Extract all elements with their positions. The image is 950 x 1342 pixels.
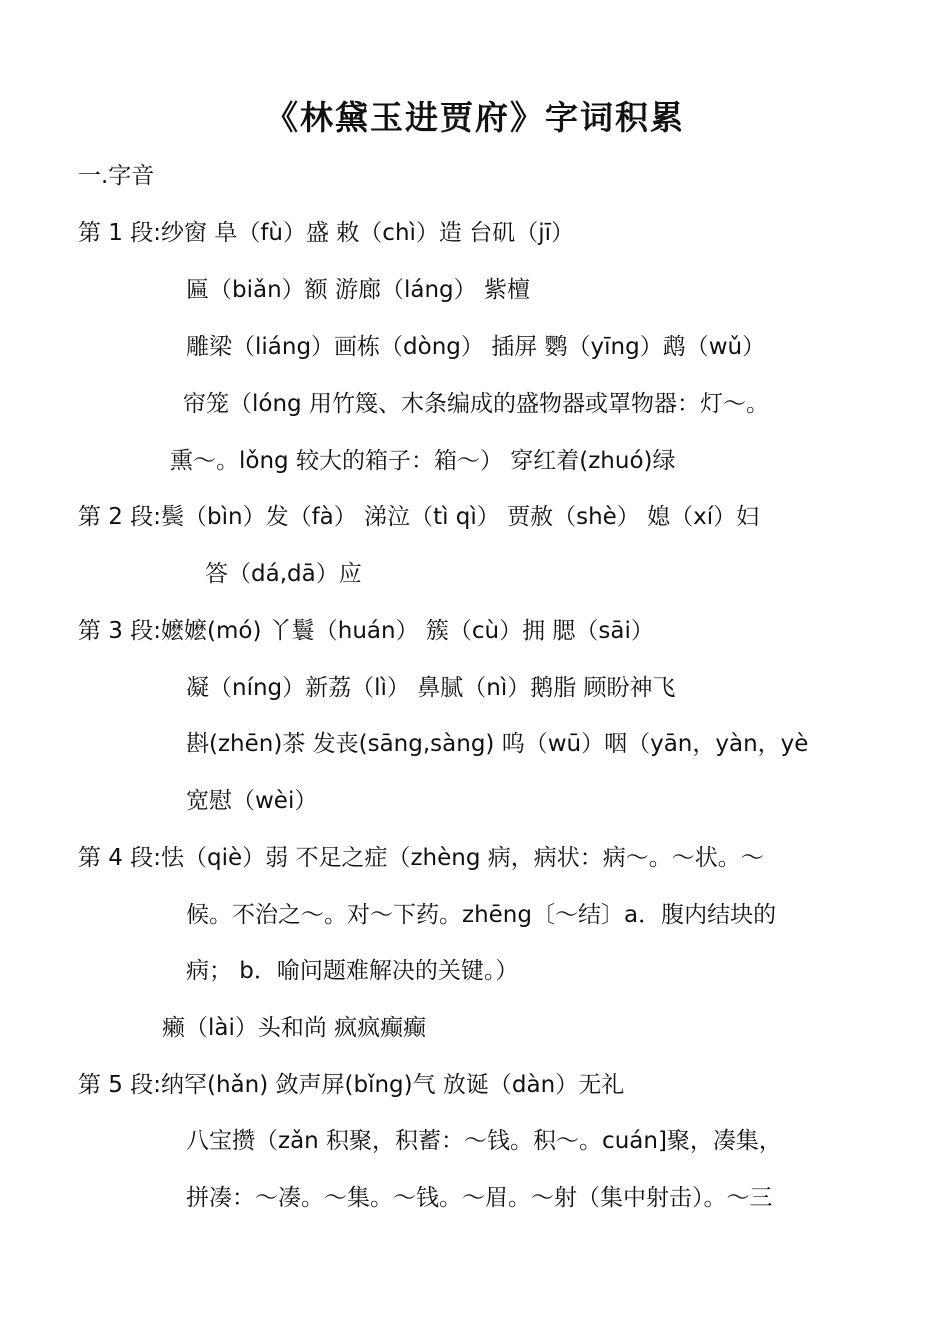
text-line: 第 1 段:纱窗 阜（fù）盛 敕（chì）造 台矶（jī） [78,220,575,246]
text-line: 癞（lài）头和尚 疯疯癫癫 [162,1015,427,1041]
text-line: 第 2 段:鬓（bìn）发（fà） 涕泣（tì qì） 贾赦（shè） 媳（xí）妇 [78,504,760,530]
text-line: 候。不治之～。对～下药。zhēng〔～结〕a．腹内结块的 [186,902,777,928]
text-line: 宽慰（wèi） [186,788,318,814]
text-line: 帘笼（lóng 用竹篾、木条编成的盛物器或罩物器：灯～。 [183,391,769,417]
text-line: 答（dá,dā）应 [205,561,362,587]
text-line: 八宝攒（zǎn 积聚，积蓄：～钱。积～。cuán]聚，凑集， [186,1128,782,1154]
text-line: 凝（níng）新荔（lì） 鼻腻（nì）鹅脂 顾盼神飞 [186,675,676,701]
text-line: 拼凑：～凑。～集。～钱。～眉。～射（集中射击）。～三 [186,1185,773,1211]
page-title: 《林黛玉进贾府》字词积累 [265,98,685,137]
text-line: 匾（biǎn）额 游廊（láng） 紫檀 [186,277,530,303]
text-line: 斟(zhēn)茶 发丧(sāng,sàng) 呜（wū）咽（yān，yàn，yè [186,731,809,757]
text-line: 第 3 段:嬷嬷(mó) 丫鬟（huán） 簇（cù）拥 腮（sāi） [78,618,654,644]
text-line: 雕梁（liáng）画栋（dòng） 插屏 鹦（yīng）鹉（wǔ） [186,334,766,360]
text-line: 熏～。lǒng 较大的箱子：箱～） 穿红着(zhuó)绿 [170,448,676,474]
section-heading: 一.字音 [78,163,155,189]
text-line: 第 4 段:怯（qiè）弱 不足之症（zhèng 病，病状：病～。～状。～ [78,845,764,871]
text-line: 病； b．喻问题难解决的关键。） [186,958,519,984]
text-line: 第 5 段:纳罕(hǎn) 敛声屏(bǐng)气 放诞（dàn）无礼 [78,1072,625,1098]
